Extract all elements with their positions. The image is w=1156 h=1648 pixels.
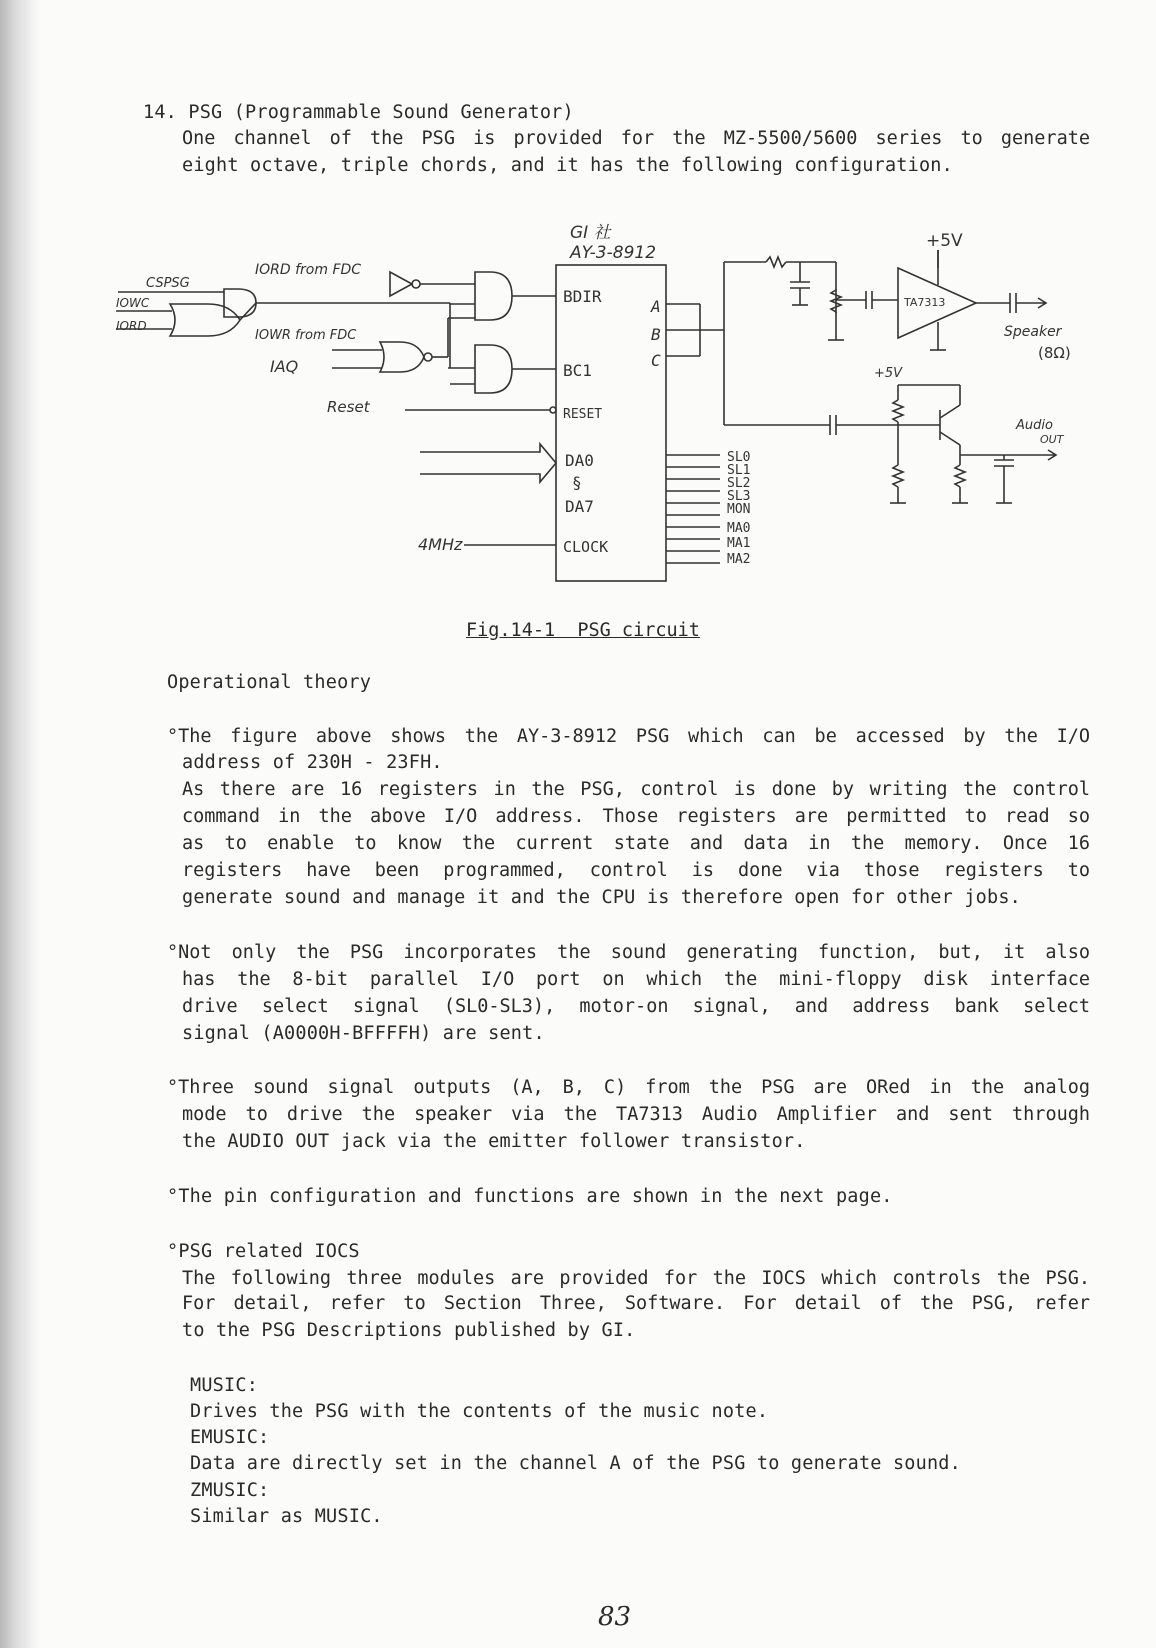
intro-line-1: One channel of the PSG is provided for the MZ-5500/5600 series to generate [182,128,1090,149]
pin-da0: DA0 [565,451,594,470]
port-ma1: MA1 [727,536,751,551]
p2-line-2: has the 8-bit parallel I/O port on which the mini-floppy disk interface [182,969,1090,990]
p5-title: °PSG related IOCS [167,1241,360,1262]
label-audio: Audio [1016,418,1053,433]
port-ma2: MA2 [727,552,751,567]
p3-line-3: the AUDIO OUT jack via the emitter follower transistor. [182,1131,806,1152]
chip-maker: GI 社 [570,223,611,243]
port-ma0: MA0 [727,521,751,536]
p5-line-1: The following three modules are provided for the IOCS which controls the PSG. [182,1268,1090,1289]
svg-text:§: § [572,473,582,492]
pin-bc1: BC1 [563,361,592,380]
label-reset: Reset [327,398,370,416]
p1-line-6: generate sound and manage it and the CPU is therefore open for other jobs. [182,887,1022,908]
label-iaq: IAQ [270,357,299,376]
pin-reset: RESET [563,407,603,422]
port-mon: MON [727,502,751,517]
p4-line: °The pin configuration and functions are shown in the next page. [167,1186,893,1207]
p3-line-2: mode to drive the speaker via the TA7313 Audio Amplifier and sent through [182,1104,1090,1125]
p2-line-1: °Not only the PSG incorporates the sound generating function, but, it also [167,942,1090,963]
label-out: OUT [1040,433,1064,446]
module-emusic-desc: Data are directly set in the channel A of the PSG to generate sound. [190,1453,961,1474]
label-speaker: Speaker [1004,324,1062,340]
pin-da7: DA7 [565,497,594,516]
module-emusic-label: EMUSIC: [190,1427,270,1448]
pin-c: C [651,351,661,370]
label-vcc2: +5V [874,366,903,381]
pin-b: B [651,325,661,344]
p1-line-3: command in the above I/O address. Those registers are permitted to read so [182,806,1090,827]
p2-line-3: drive select signal (SL0-SL3), motor-on signal, and address bank select [182,996,1090,1017]
module-zmusic-label: ZMUSIC: [190,1480,270,1501]
figure-caption: Fig.14-1 PSG circuit [466,620,700,641]
pin-bdir: BDIR [563,287,602,306]
subheading-operational-theory: Operational theory [167,672,372,693]
port-sl1: SL1 [727,463,751,478]
port-sl2: SL2 [727,476,751,491]
p5-line-2: For detail, refer to Section Three, Software. For detail of the PSG, refer [182,1293,1090,1314]
port-sl3: SL3 [727,489,751,504]
label-iord: IORD [116,319,147,333]
port-sl0: SL0 [727,450,751,465]
p1-line-5: registers have been programmed, control is done via those registers to [182,860,1090,881]
page-number: 83 [598,1602,632,1632]
p5-line-3: to the PSG Descriptions published by GI. [182,1320,636,1341]
module-zmusic-desc: Similar as MUSIC. [190,1506,383,1527]
label-cs: CSPSG [146,276,190,291]
section-heading: 14. PSG (Programmable Sound Generator) [143,102,574,123]
p1-line-1: address of 230H - 23FH. [182,752,443,773]
pin-a: A [651,297,661,316]
p1-first-line: °The figure above shows the AY-3-8912 PSG which can be accessed by the I/O [167,726,1090,747]
label-vcc1: +5V [926,231,963,251]
pin-clock: CLOCK [563,538,609,556]
chip-name: AY-3-8912 [570,243,657,263]
module-music-label: MUSIC: [190,1375,259,1396]
p1-line-4: as to enable to know the current state and data in the memory. Once 16 [182,833,1090,854]
psg-circuit-diagram [0,0,1156,660]
intro-line-2: eight octave, triple chords, and it has the following configuration. [182,155,953,176]
p2-line-4: signal (A0000H-BFFFFH) are sent. [182,1023,545,1044]
p1-line-2: As there are 16 registers in the PSG, control is done by writing the control [182,779,1090,800]
module-music-desc: Drives the PSG with the contents of the music note. [190,1401,769,1422]
label-iowr-fdc: IOWR from FDC [255,328,357,343]
label-iowc: IOWC [116,296,150,310]
label-iord-fdc: IORD from FDC [255,262,362,278]
label-amp: TA7313 [904,296,946,309]
chip-body [556,265,666,581]
label-ohm: (8Ω) [1038,344,1071,362]
label-clock: 4MHz [418,535,463,554]
p3-line-1: °Three sound signal outputs (A, B, C) from the PSG are ORed in the analog [167,1077,1090,1098]
